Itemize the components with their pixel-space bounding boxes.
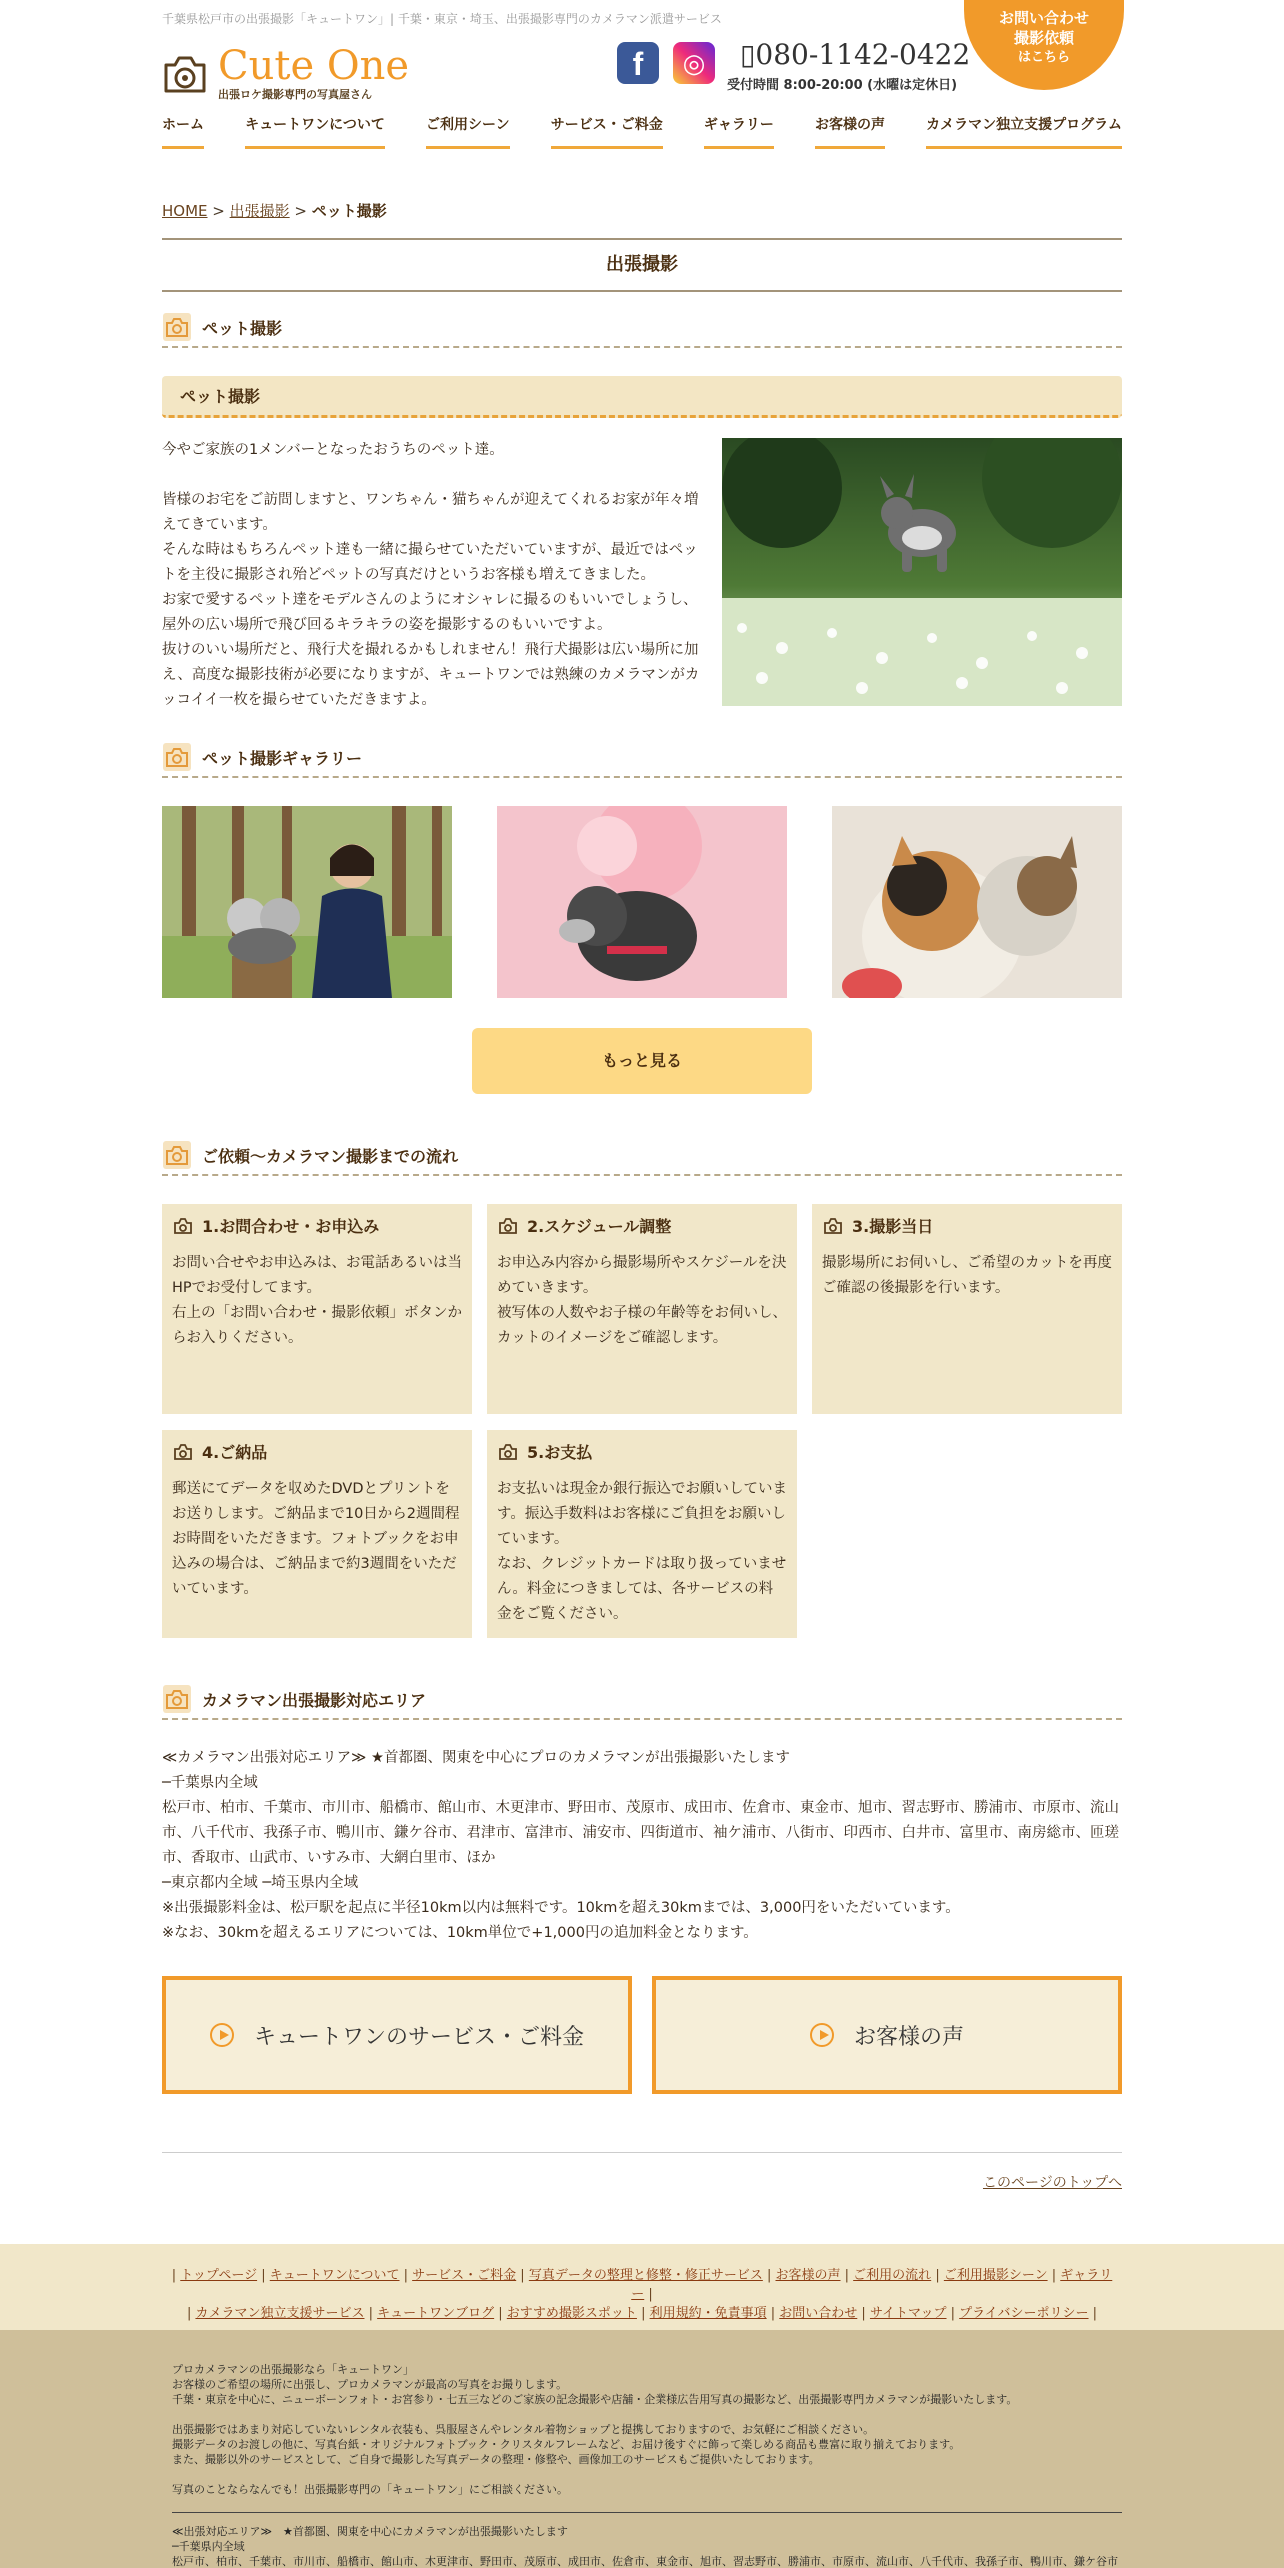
breadcrumb-home[interactable]: HOME [162, 202, 208, 220]
logo-title: Cute One [218, 43, 410, 89]
site-logo[interactable] [162, 43, 410, 102]
intro-text [162, 438, 702, 713]
flow-step-title [172, 1214, 462, 1237]
contact-request-button[interactable] [964, 0, 1124, 90]
footer-links: | トップページ | キュートワンについて | サービス・ご料金 | 写真データの整理と修整・修正サービス | お客様の声 | ご利用の流れ | ご利用撮影シーン | ギャラリー | | カメラマン独立支援サービス | キュートワンブログ | おすすめ撮影スポット | 利用規約・免責事項 | お問い合わせ | サイトマップ | プライバシーポリシー | [0, 2244, 1284, 2330]
footer-link[interactable]: トップページ [180, 2268, 258, 2283]
gallery-photo-cats[interactable] [832, 806, 1122, 998]
flow-step-text: 撮影場所にお伺いし、ご希望のカットを再度ご確認の後撮影を行います。 [822, 1255, 1112, 1296]
breadcrumb-parent[interactable]: 出張撮影 [229, 202, 290, 220]
footer-divider [172, 2512, 1122, 2513]
flow-step-title [497, 1440, 787, 1463]
footer-link[interactable]: カメラマン独立支援サービス [195, 2306, 365, 2321]
breadcrumb-separator: > [207, 202, 230, 220]
camera-icon [162, 312, 192, 342]
facebook-icon[interactable]: f [617, 42, 659, 84]
flow-step-title [172, 1440, 462, 1463]
footer-link[interactable]: プライバシーポリシー [959, 2306, 1089, 2321]
phone-icon: ▯ [740, 38, 756, 71]
flow-step-text: お問い合せやお申込みは、お電話あるいは当HPでお受付してます。 右上の「お問い合わせ・撮影依頼」ボタンからお入りください。 [172, 1255, 462, 1346]
footer-link[interactable]: お問い合わせ [779, 2306, 858, 2321]
business-hours: 受付時間 8:00-20:00 (水曜は定休日) [727, 78, 958, 93]
camera-icon [172, 1441, 194, 1463]
flow-step-title-text: 4.ご納品 [202, 1443, 268, 1462]
request-label: 撮影依頼 [1013, 29, 1074, 47]
camera-icon [162, 742, 192, 772]
footer-link[interactable]: サイトマップ [869, 2306, 947, 2321]
flow-step-card [162, 1204, 472, 1414]
footer-link[interactable]: 利用規約・免責事項 [649, 2306, 767, 2321]
breadcrumb-separator: > [289, 202, 312, 220]
instagram-icon[interactable]: ◎ [673, 42, 715, 84]
nav-services[interactable]: サービス・ご料金 [551, 114, 663, 149]
section-heading-text: ご依頼～カメラマン撮影までの流れ [202, 1146, 459, 1166]
flying-dog-photo [722, 438, 1122, 706]
flow-step-text: 郵送にてデータを収めたDVDとプリントをお送りします。ご納品まで10日から2週間程お時間をいただきます。フォトブックをお申込みの場合は、ご納品まで約3週間をいただいています。 [172, 1481, 460, 1597]
subsection-heading: ペット撮影 [162, 376, 1122, 418]
logo-subtitle: 出張ロケ撮影専門の写真屋さん [218, 88, 372, 101]
nav-scenes[interactable]: ご利用シーン [426, 114, 510, 149]
flow-step-title-text: 5.お支払 [527, 1443, 593, 1462]
customer-voices-label: お客様の声 [853, 2024, 964, 2050]
section-heading-gallery [162, 738, 1122, 778]
play-circle-icon [210, 2023, 234, 2047]
flow-step-card [812, 1204, 1122, 1414]
site-tagline: 千葉県松戸市の出張撮影「キュートワン」| 千葉・東京・埼玉、出張撮影専門のカメラマン派遣サービス [162, 12, 722, 26]
camera-icon [162, 1684, 192, 1714]
flow-step-card [487, 1204, 797, 1414]
footer-description: プロカメラマンの出張撮影なら「キュートワン」 お客様のご希望の場所に出張し、プロカメラマンが最高の写真をお撮りします。 千葉・東京を中心に、ニューボーンフォト・お宮参り・七五三などのご家族の記念撮影や店舗・企業様広告用写真の撮影など、出張撮影専門カメラマンが撮影いたします。 出張撮影ではあまり対応していないレンタル衣装も、呉服屋さんやレンタル着物ショップと提携しておりますので、お気軽にご相談ください。 撮影データのお渡しの他に、写真台紙・オリジナルフォトブック・クリスタルフレームなど、お届け後すぐに飾って楽しめる商品も豊富に取り揃えております。 また、撮影以外のサービスとして、ご自身で撮影した写真データの整理・修整や、画像加工のサービスもご提供いたしております。 写真のことならなんでも！出張撮影専門の「キュートワン」にご相談ください。 [172, 2363, 1018, 2496]
footer-link[interactable]: キュートワンブログ [377, 2306, 495, 2321]
flow-step-title-text: 1.お問合わせ・お申込み [202, 1217, 380, 1236]
camera-icon [172, 1215, 194, 1237]
nav-program[interactable]: カメラマン独立支援プログラム [926, 114, 1122, 149]
section-heading-text: ペット撮影 [202, 318, 283, 338]
intro-paragraph: 皆様のお宅をご訪問しますと、ワンちゃん・猫ちゃんが迎えてくれるお家が年々増えてきています。 そんな時はもちろんペット達も一緒に撮らせていただいていますが、最近ではペットを主役に撮影され殆どペットの写真だけというお客様も増えてきました。 お家で愛するペット達をモデルさんのようにオシャレに撮るのもいいでしょうし、屋外の広い場所で飛び回るキラキラの姿を撮影するのもいいですよ。 抜けのいい場所だと、飛行犬を撮れるかもしれません！飛行犬撮影は広い場所に加え、高度な撮影技術が必要になりますが、キュートワンでは熟練のカメラマンがカッコイイ一枚を撮らせていただきますよ。 [162, 492, 700, 708]
section-heading-area [162, 1680, 1122, 1720]
services-pricing-label: キュートワンのサービス・ご料金 [253, 2024, 584, 2050]
footer-link[interactable]: 写真データの整理と修整・修正サービス [528, 2268, 763, 2283]
nav-gallery[interactable]: ギャラリー [704, 114, 774, 149]
section-heading-text: ペット撮影ギャラリー [202, 748, 363, 768]
section-heading-pet [162, 308, 1122, 348]
section-heading-flow [162, 1136, 1122, 1176]
footer-link[interactable]: ギャラリー [631, 2268, 1113, 2302]
intro-paragraph: 今やご家族の1メンバーとなったおうちのペット達。 [162, 442, 504, 458]
main-nav [162, 114, 1122, 149]
phone-number-text: 080-1142-0422 [755, 38, 971, 71]
social-links [617, 42, 715, 84]
breadcrumb-current: ペット撮影 [311, 202, 387, 220]
flow-step-title-text: 2.スケジュール調整 [527, 1217, 672, 1236]
camera-icon [822, 1215, 844, 1237]
section-heading-text: カメラマン出張撮影対応エリア [202, 1690, 427, 1710]
footer-link[interactable]: キュートワンについて [269, 2268, 400, 2283]
flow-step-text: お申込み内容から撮影場所やスケジールを決めていきます。 被写体の人数やお子様の年齢等をお伺いし、カットのイメージをご確認します。 [497, 1255, 787, 1346]
service-area-text: ≪カメラマン出張対応エリア≫ ★首都圏、関東を中心にプロのカメラマンが出張撮影いたします ─千葉県内全域 松戸市、柏市、千葉市、市川市、船橋市、館山市、木更津市、野田市、茂原市、成田市、佐倉市、東金市、旭市、習志野市、勝浦市、市原市、流山市、八千代市、我孫子市、鴨川市、鎌ケ谷市、君津市、富津市、浦安市、四街道市、袖ケ浦市、八街市、印西市、白井市、富里市、南房総市、匝瑳市、香取市、山武市、いすみ市、大網白里市、ほか ─東京都内全域 ─埼玉県内全域 ※出張撮影料金は、松戸駅を起点に半径10km以内は無料です。10kmを超え30kmまでは、3,000円をいただいています。 ※なお、30kmを超えるエリアについては、10km単位で+1,000円の追加料金となります。 [162, 1750, 1119, 1941]
here-label: はこちら [1017, 50, 1070, 65]
customer-voices-button[interactable] [652, 1976, 1122, 2094]
play-circle-icon [810, 2023, 834, 2047]
flow-step-title [497, 1214, 787, 1237]
flow-step-card [162, 1430, 472, 1638]
camera-logo-icon [162, 51, 208, 97]
flow-step-title-text: 3.撮影当日 [852, 1217, 934, 1236]
footer-info [0, 2330, 1284, 2568]
nav-voices[interactable]: お客様の声 [815, 114, 885, 149]
flow-step-card [487, 1430, 797, 1638]
back-to-top-link[interactable]: このページのトップへ [982, 2175, 1122, 2191]
footer-link[interactable]: ご利用の流れ [853, 2268, 932, 2283]
footer-link[interactable]: おすすめ撮影スポット [506, 2306, 637, 2321]
footer-area-text: ≪出張対応エリア≫ ★首都圏、関東を中心にカメラマンが出張撮影いたします ─千葉県内全域 松戸市、柏市、千葉市、市川市、船橋市、館山市、木更津市、野田市、茂原市、成田市、佐倉市、東金市、旭市、習志野市、勝浦市、市原市、流山市、八千代市、我孫子市、鴨川市、鎌ケ谷市 [172, 2525, 1118, 2568]
gallery-photo-dog-pink[interactable] [497, 806, 787, 998]
see-more-button[interactable]: もっと見る [472, 1028, 812, 1094]
flow-step-title [822, 1214, 1112, 1237]
camera-icon [162, 1140, 192, 1170]
contact-label: お問い合わせ [998, 9, 1089, 27]
camera-icon [497, 1441, 519, 1463]
page-title: 出張撮影 [162, 238, 1122, 292]
footer-link[interactable]: サービス・ご料金 [412, 2268, 517, 2283]
services-pricing-button[interactable] [162, 1976, 632, 2094]
phone-number[interactable] [740, 38, 970, 71]
breadcrumb [162, 200, 387, 221]
nav-home[interactable]: ホーム [162, 114, 204, 149]
flow-step-text: お支払いは現金か銀行振込でお願いしています。振込手数料はお客様にご負担をお願いしています。 なお、クレジットカードは取り扱っていません。料金につきましては、各サービスの料金をご覧ください。 [497, 1481, 787, 1622]
nav-about[interactable]: キュートワンについて [245, 114, 385, 149]
divider [162, 2152, 1122, 2153]
gallery-photo-dogs-woman[interactable] [162, 806, 452, 998]
camera-icon [497, 1215, 519, 1237]
footer-link[interactable]: ご利用撮影シーン [943, 2268, 1048, 2283]
footer-link[interactable]: お客様の声 [775, 2268, 841, 2283]
